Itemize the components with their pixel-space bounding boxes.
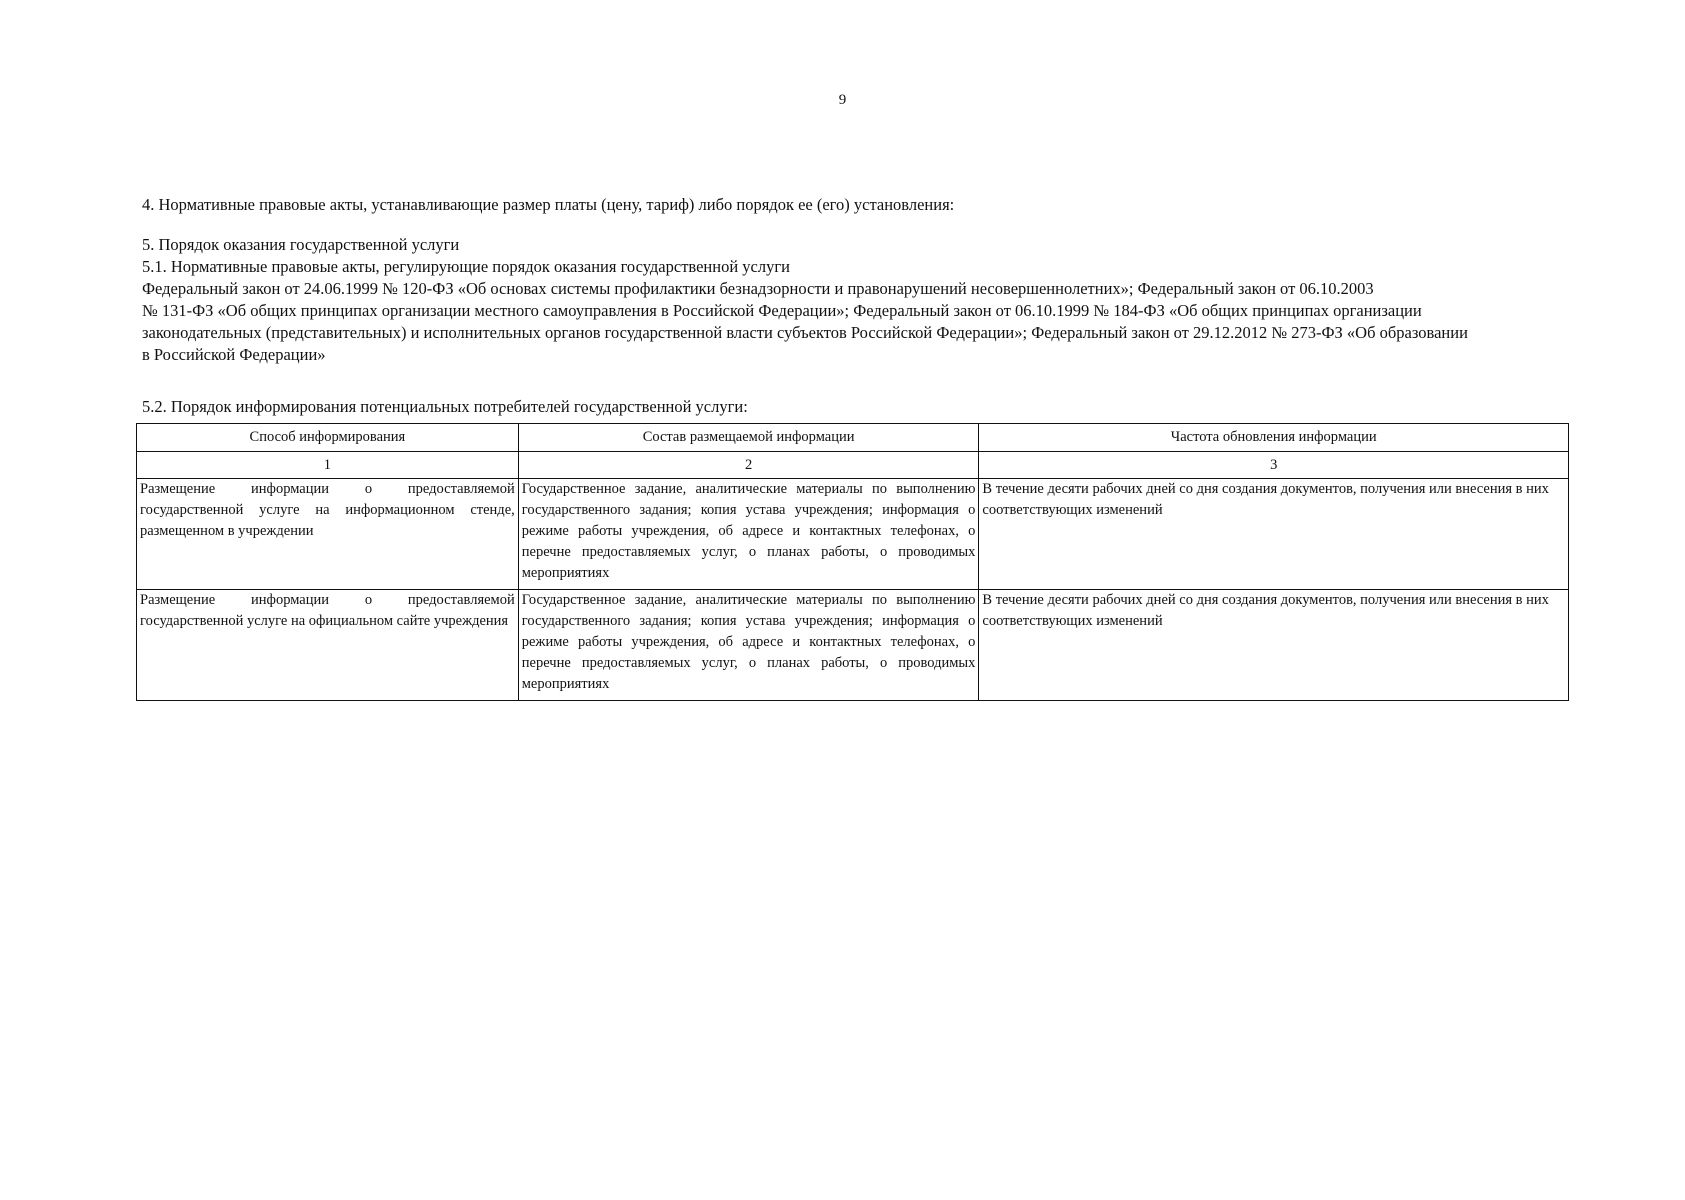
header-content: Состав размещаемой информации	[518, 424, 979, 452]
section-4-text: 4. Нормативные правовые акты, устанавливающие размер платы (цену, тариф) либо порядок ее (его) установления:	[142, 195, 955, 214]
laws-line-4: в Российской Федерации»	[142, 345, 326, 364]
laws-line-3: законодательных (представительных) и исполнительных органов государственной власти субъектов Российской Федерации»; Федеральный закон от 29.12.2012 № 273-ФЗ «Об образовании	[142, 323, 1468, 342]
cell-content: Государственное задание, аналитические материалы по выполнению государственного задания; копия устава учреждения; информация о режиме работы учреждения, об адресе и контактных телефонах, о перечне предоставляемых услуг, о планах работы, о проводимых мероприятиях	[518, 479, 979, 590]
page-number: 9	[838, 92, 847, 108]
section-5-2	[142, 396, 1572, 418]
section-5-1-heading: 5.1. Нормативные правовые акты, регулирующие порядок оказания государственной услуги	[142, 257, 790, 276]
header-frequency: Частота обновления информации	[979, 424, 1569, 452]
section-5	[142, 234, 1572, 366]
cell-content: Государственное задание, аналитические материалы по выполнению государственного задания; копия устава учреждения; информация о режиме работы учреждения, об адресе и контактных телефонах, о перечне предоставляемых услуг, о планах работы, о проводимых мероприятиях	[518, 590, 979, 701]
section-5-2-heading: 5.2. Порядок информирования потенциальных потребителей государственной услуги:	[142, 397, 748, 416]
informing-table	[136, 423, 1569, 701]
column-number-2: 2	[518, 452, 979, 479]
column-number-1: 1	[137, 452, 519, 479]
cell-frequency: В течение десяти рабочих дней со дня создания документов, получения или внесения в них соответствующих изменений	[979, 479, 1569, 590]
column-number-3: 3	[979, 452, 1569, 479]
laws-line-1: Федеральный закон от 24.06.1999 № 120-ФЗ «Об основах системы профилактики безнадзорности и правонарушений несовершеннолетних»; Федеральный закон от 06.10.2003	[142, 279, 1374, 298]
section-4	[142, 194, 1572, 216]
table-row	[137, 590, 1569, 701]
laws-line-2: № 131-ФЗ «Об общих принципах организации местного самоуправления в Российской Федерации»; Федеральный закон от 06.10.1999 № 184-ФЗ «Об общих принципах организации	[142, 301, 1422, 320]
table-header-row	[137, 424, 1569, 452]
table-number-row	[137, 452, 1569, 479]
cell-method: Размещение информации о предоставляемой государственной услуге на официальном сайте учреждения	[137, 590, 519, 701]
cell-method: Размещение информации о предоставляемой государственной услуге на информационном стенде, размещенном в учреждении	[137, 479, 519, 590]
table-row	[137, 479, 1569, 590]
header-method: Способ информирования	[137, 424, 519, 452]
cell-frequency: В течение десяти рабочих дней со дня создания документов, получения или внесения в них соответствующих изменений	[979, 590, 1569, 701]
section-5-heading: 5. Порядок оказания государственной услуги	[142, 235, 460, 254]
